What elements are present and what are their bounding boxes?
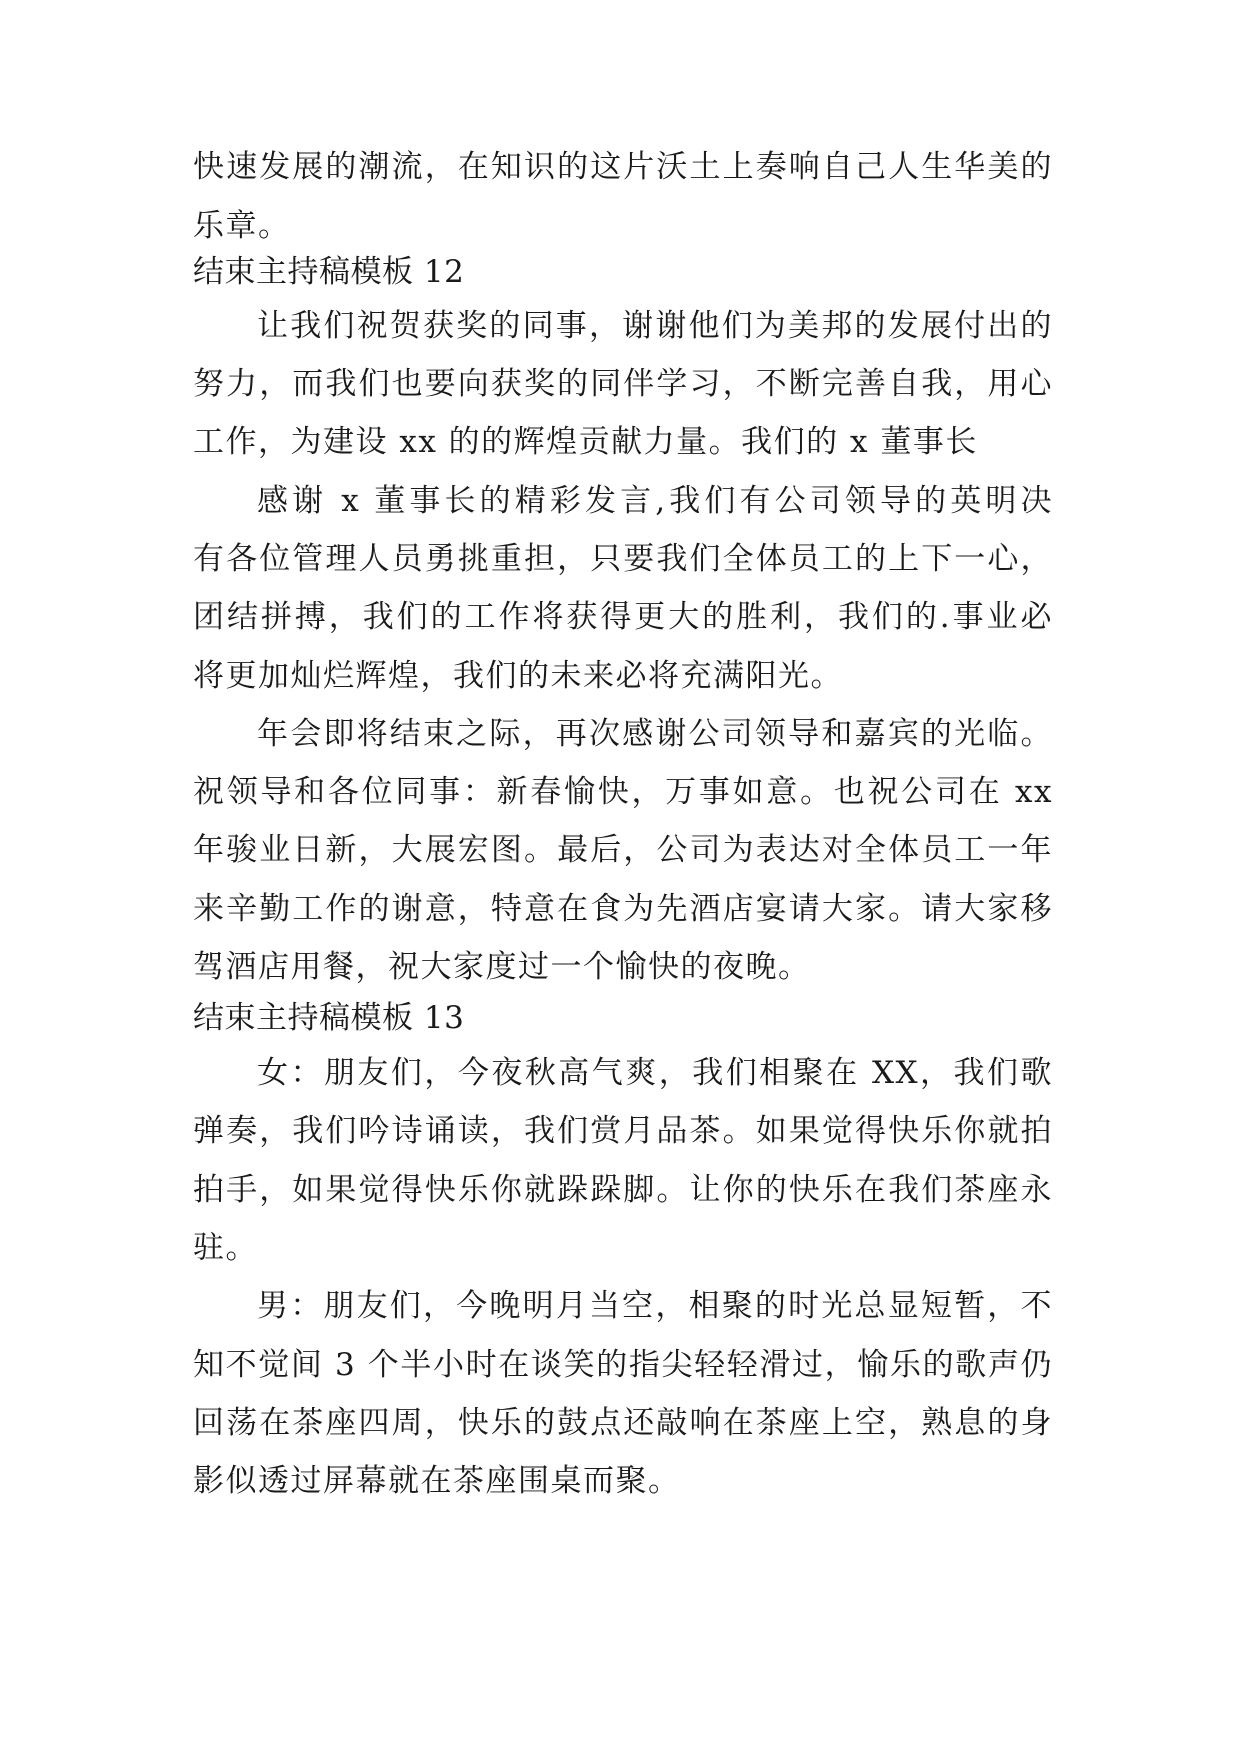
body-text-line: 拍手，如果觉得快乐你就跺跺脚。让你的快乐在我们茶座永 [193,1172,1053,1208]
body-text-line: 祝领导和各位同事：新春愉快，万事如意。也祝公司在 xx [193,774,1053,810]
body-text-line: 团结拼搏，我们的工作将获得更大的胜利，我们的.事业必 [193,599,1053,635]
section-heading: 结束主持稿模板 12 [193,254,465,290]
body-text-line: 弹奏，我们吟诗诵读，我们赏月品茶。如果觉得快乐你就拍 [193,1113,1053,1149]
paragraph-first-line: 女：朋友们，今夜秋高气爽，我们相聚在 XX，我们歌 [257,1055,1053,1091]
body-text-line: 驻。 [193,1230,258,1266]
body-text-line: 年骏业日新，大展宏图。最后，公司为表达对全体员工一年 [193,832,1053,868]
section-heading: 结束主持稿模板 13 [193,1000,465,1036]
body-text-line: 知不觉间 3 个半小时在谈笑的指尖轻轻滑过，愉乐的歌声仍 [193,1347,1053,1383]
paragraph-first-line: 感谢 x 董事长的精彩发言,我们有公司领导的英明决 [257,483,1053,519]
body-text-line: 努力，而我们也要向获奖的同伴学习，不断完善自我，用心 [193,366,1053,402]
body-text-line: 影似透过屏幕就在茶座围桌而聚。 [193,1463,681,1499]
body-text-line: 驾酒店用餐，祝大家度过一个愉快的夜晚。 [193,949,811,985]
paragraph-first-line: 年会即将结束之际，再次感谢公司领导和嘉宾的光临。 [257,716,1053,752]
body-text-line: 来辛勤工作的谢意，特意在食为先酒店宴请大家。请大家移 [193,891,1053,927]
body-text-line: 有各位管理人员勇挑重担，只要我们全体员工的上下一心， [193,541,1053,577]
body-text-line: 乐章。 [193,208,291,244]
paragraph-first-line: 男：朋友们，今晚明月当空，相聚的时光总显短暂，不 [257,1288,1053,1324]
body-text-line: 回荡在茶座四周，快乐的鼓点还敲响在茶座上空，熟息的身 [193,1405,1053,1441]
body-text-line: 将更加灿烂辉煌，我们的未来必将充满阳光。 [193,658,843,694]
body-text-line: 工作，为建设 xx 的的辉煌贡献力量。我们的 x 董事长 [193,424,978,460]
body-text-line: 快速发展的潮流，在知识的这片沃土上奏响自己人生华美的 [193,149,1053,185]
paragraph-first-line: 让我们祝贺获奖的同事，谢谢他们为美邦的发展付出的 [257,308,1053,344]
